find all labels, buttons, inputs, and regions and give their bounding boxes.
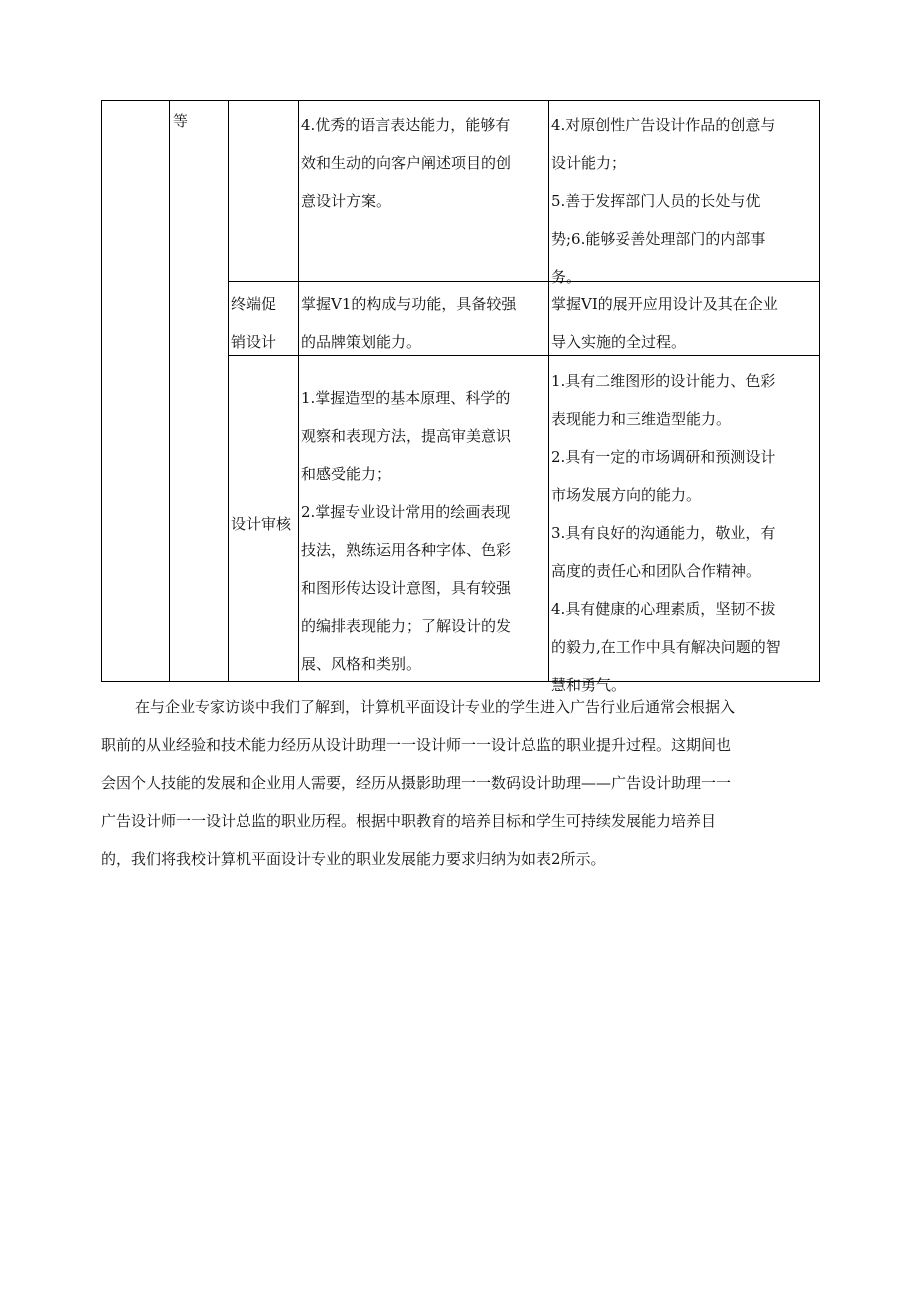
paragraph-line: 会因个人技能的发展和企业用人需要，经历从摄影助理一一数码设计助理——广告设计助理一一	[101, 774, 732, 792]
paragraph-line: 的，我们将我校计算机平面设计专业的职业发展能力要求归纳为如表2所示。	[101, 850, 606, 868]
paragraph-line: 职前的从业经验和技术能力经历从设计助理一一设计师一一设计总监的职业提升过程。这期间也	[101, 736, 732, 754]
table-border-left	[101, 100, 102, 682]
table-cell-etc: 等	[173, 112, 189, 130]
column-divider	[169, 100, 170, 682]
column-divider	[298, 100, 299, 682]
body-paragraph	[101, 688, 831, 878]
category-cell-design-review: 设计审核	[231, 515, 292, 533]
ability-cell-row2: 掌握VI的展开应用设计及其在企业 导入实施的全过程。	[551, 295, 778, 351]
ability-cell-row3: 1.具有二维图形的设计能力、色彩 表现能力和三维造型能力。 2.具有一定的市场调研和预测设计 市场发展方向的能力。 3.具有良好的沟通能力，敬业，有 高度的责任心和团队合作精神。 4.具有健康的心理素质，坚韧不拔 的毅力,在工作中具有解决问题的智 慧和勇气。	[551, 372, 781, 694]
paragraph-line: 在与企业专家访谈中我们了解到，计算机平面设计专业的学生进入广告行业后通常会根据入	[135, 698, 736, 716]
table-border-top	[101, 100, 820, 101]
category-cell-terminal-promotion: 终端促 销设计	[231, 295, 277, 351]
requirement-cell-row1: 4.优秀的语言表达能力，能够有 效和生动的向客户阐述项目的创 意设计方案。	[301, 116, 512, 210]
table-border-right	[819, 100, 820, 682]
competency-table	[101, 100, 820, 694]
requirement-cell-row2: 掌握V1的构成与功能，具备较强 的品牌策划能力。	[301, 295, 517, 351]
column-divider	[228, 100, 229, 682]
ability-cell-row1: 4.对原创性广告设计作品的创意与 设计能力； 5.善于发挥部门人员的长处与优 势;6.能够妥善处理部门的内部事 务。	[551, 116, 776, 286]
paragraph-line: 广告设计师一一设计总监的职业历程。根据中职教育的培养目标和学生可持续发展能力培养目	[101, 812, 717, 830]
requirement-cell-row3: 1.掌握造型的基本原理、科学的 观察和表现方法，提高审美意识 和感受能力； 2.掌握专业设计常用的绘画表现 技法，熟练运用各种字体、色彩 和图形传达设计意图，具有较强 的编排表现能力；了解设计的发 展、风格和类别。	[301, 389, 512, 673]
